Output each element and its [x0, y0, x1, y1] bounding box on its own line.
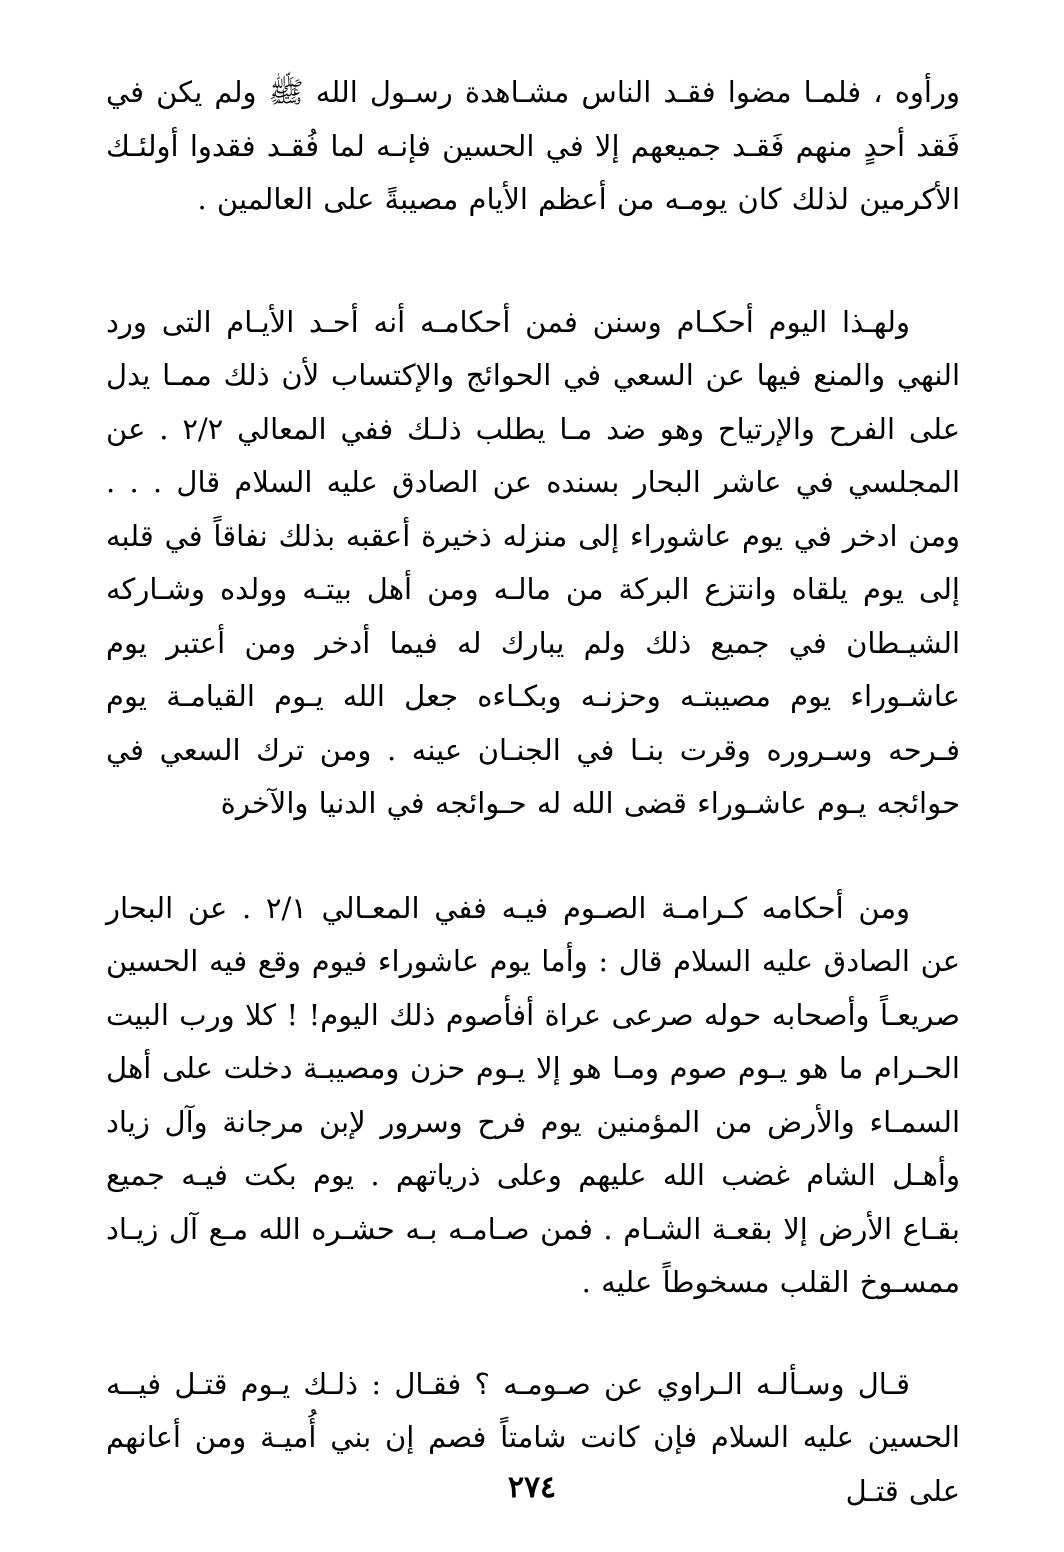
paragraph-narrator-question: قـال وسـألـه الـراوي عن صـومـه ؟ فقـال : ذلـك يـوم قتـل فيــه الحسين عليه السلام فإن كانت شامتاً فصم إن بني أُميـة ومن أعانهم على قتـل	[106, 1366, 960, 1508]
page-number: ٢٧٤	[507, 1470, 557, 1505]
paragraph-continuation: ورأوه ، فلمـا مضوا فقـد الناس مشـاهدة رسـول الله ﷺ ولم يكن في فَقد أحدٍ منهم فَقـد جميعهم إلا في الحسين فإنـه لما فُقـد فقدوا أولئـك الأكرمين لذلك كان يومـه من أعظم الأيام مصيبةً على العالمين .	[106, 75, 960, 216]
paragraph-fasting-ruling: ومن أحكامه كـرامـة الصـوم فيـه ففي المعـالي ٢/١ . عن البحار عن الصادق عليه السلام قال : وأما يوم عاشوراء فيوم وقع فيه الحسين صريعـاً وأصحابه حوله صرعى عراة أفأصوم ذلك اليوم! ! كلا ورب البيت الحـرام ما هو يـوم صوم ومـا هو إلا يـوم حزن ومصيبـة دخلت على أهل السمـاء والأرض من المؤمنين يوم فرح وسرور لإبن مرجانة وآل زياد وأهـل الشام غضب الله عليهم وعلى ذرياتهم . يوم بكت فيـه جميع بقـاع الأرض إلا بقعـة الشـام . فمن صـامـه بـه حشـره الله مـع آل زيـاد ممسـوخ القلب مسخوطاً عليه .	[106, 890, 960, 1299]
paragraph-ashura-rulings: ولهـذا اليوم أحكـام وسنن فمن أحكامـه أنه أحـد الأيـام التى ورد النهي والمنع فيها عن السعي في الحوائج والإكتساب لأن ذلك ممـا يدل على الفرح والإرتياح وهو ضد مـا يطلب ذلـك ففي المعالي ٢/٢ . عن المجلسي في عاشر البحار بسنده عن الصادق عليه السلام قال . . . ومن ادخر في يوم عاشوراء إلى منزله ذخيرة أعقبه بذلك نفاقاً في قلبه إلى يوم يلقاه وانتزع البركة من مالـه ومن أهل بيتـه وولده وشـاركه الشيـطان في جميع ذلك ولم يبارك له فيما أدخر ومن أعتبر يوم عاشـوراء يوم مصيبتـه وحزنـه وبكـاءه جعل الله يـوم القيامـة يوم فـرحه وسـروره وقرت بنـا في الجنـان عينه . ومن ترك السعي في حوائجه يـوم عاشـوراء قضى الله له حـوائجه في الدنيا والآخرة	[106, 304, 960, 820]
